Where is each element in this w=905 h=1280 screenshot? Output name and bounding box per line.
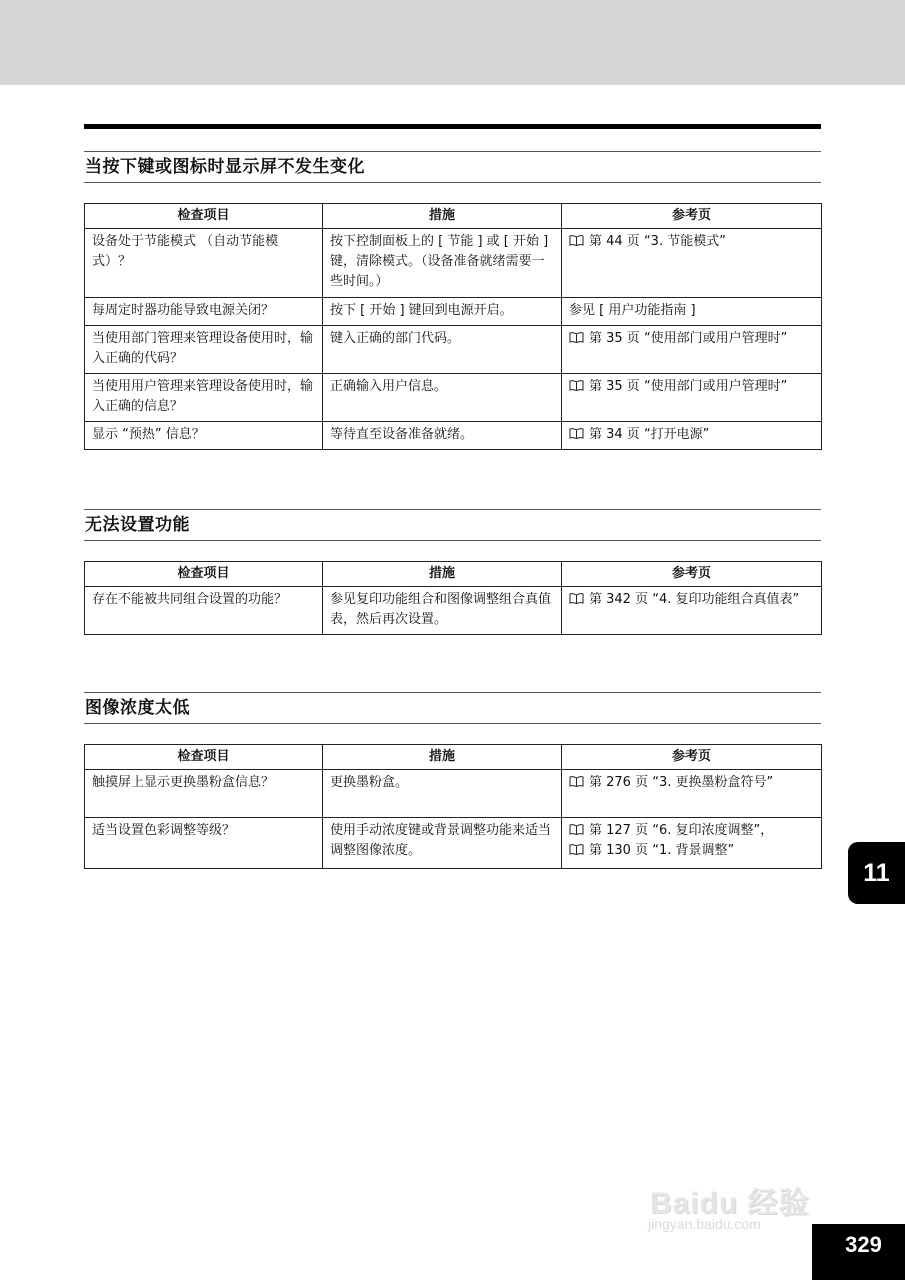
section-density-too-low [84,692,821,858]
ref-link[interactable]: 第 276 页 “3. 更换墨粉盒符号” [589,775,774,790]
book-icon [569,593,584,604]
action-cell: 按下 [ 开始 ] 键回到电源开启。 [323,298,562,326]
table-row [85,326,822,374]
section-cannot-set-function [84,509,821,627]
check-cell: 触摸屏上显示更换墨粉盒信息？ [85,770,323,818]
troubleshoot-table [84,203,822,450]
action-cell: 更换墨粉盒。 [323,770,562,818]
section-display-no-change [84,151,821,442]
table-header-row [85,745,822,770]
check-cell: 设备处于节能模式 （自动节能模式）？ [85,229,323,298]
book-icon [569,428,584,439]
ref-link[interactable]: 第 44 页 “3. 节能模式” [589,234,726,249]
table-row [85,422,822,450]
col-header-check: 检查项目 [85,562,323,587]
check-cell: 当使用部门管理来管理设备使用时，输入正确的代码？ [85,326,323,374]
ref-cell [562,422,822,450]
ref-link[interactable]: 第 127 页 “6. 复印浓度调整”， [589,823,774,838]
ref-cell [562,326,822,374]
table-header-row [85,204,822,229]
book-icon [569,332,584,343]
chapter-tab: 11 [848,842,905,904]
table-row [85,298,822,326]
book-icon [569,235,584,246]
ref-cell [562,770,822,818]
ref-cell [562,229,822,298]
check-cell: 存在不能被共同组合设置的功能？ [85,587,323,635]
ref-link[interactable]: 第 130 页 “1. 背景调整” [589,843,735,858]
book-icon [569,824,584,835]
col-header-check: 检查项目 [85,745,323,770]
check-cell: 显示 “预热” 信息？ [85,422,323,450]
ref-cell [562,298,822,326]
ref-cell [562,587,822,635]
table-row [85,770,822,818]
watermark-url: jingyan.baidu.com [648,1216,761,1232]
check-cell: 当使用用户管理来管理设备使用时，输入正确的信息？ [85,374,323,422]
section-title: 当按下键或图标时显示屏不发生变化 [84,151,821,183]
header-band [0,0,905,85]
action-cell: 使用手动浓度键或背景调整功能来适当调整图像浓度。 [323,818,562,869]
ref-cell [562,374,822,422]
section-title: 无法设置功能 [84,509,821,541]
action-cell: 正确输入用户信息。 [323,374,562,422]
ref-cell [562,818,822,869]
table-row [85,587,822,635]
table-row [85,229,822,298]
table-header-row [85,562,822,587]
col-header-ref: 参考页 [562,745,822,770]
section-title: 图像浓度太低 [84,692,821,724]
table-row [85,374,822,422]
ref-link[interactable]: 第 342 页 “4. 复印功能组合真值表” [589,592,800,607]
col-header-ref: 参考页 [562,562,822,587]
ref-link[interactable]: 第 35 页 “使用部门或用户管理时” [589,379,788,394]
book-icon [569,380,584,391]
watermark-brand: Baidu 经验 [650,1187,810,1220]
check-cell: 适当设置色彩调整等级？ [85,818,323,869]
ref-text: 参见 [ 用户功能指南 ] [569,303,696,318]
col-header-action: 措施 [323,562,562,587]
top-rule [84,124,821,129]
troubleshoot-table [84,744,822,869]
action-cell: 键入正确的部门代码。 [323,326,562,374]
page-number: 329 [812,1224,905,1280]
table-row [85,818,822,869]
ref-link[interactable]: 第 35 页 “使用部门或用户管理时” [589,331,788,346]
col-header-action: 措施 [323,204,562,229]
col-header-check: 检查项目 [85,204,323,229]
col-header-action: 措施 [323,745,562,770]
action-cell: 按下控制面板上的 [ 节能 ] 或 [ 开始 ] 键，清除模式。（设备准备就绪需要一些时间。） [323,229,562,298]
action-cell: 等待直至设备准备就绪。 [323,422,562,450]
col-header-ref: 参考页 [562,204,822,229]
action-cell: 参见复印功能组合和图像调整组合真值表，然后再次设置。 [323,587,562,635]
ref-link[interactable]: 第 34 页 “打开电源” [589,427,710,442]
check-cell: 每周定时器功能导致电源关闭？ [85,298,323,326]
book-icon [569,776,584,787]
book-icon [569,844,584,855]
troubleshoot-table [84,561,822,635]
